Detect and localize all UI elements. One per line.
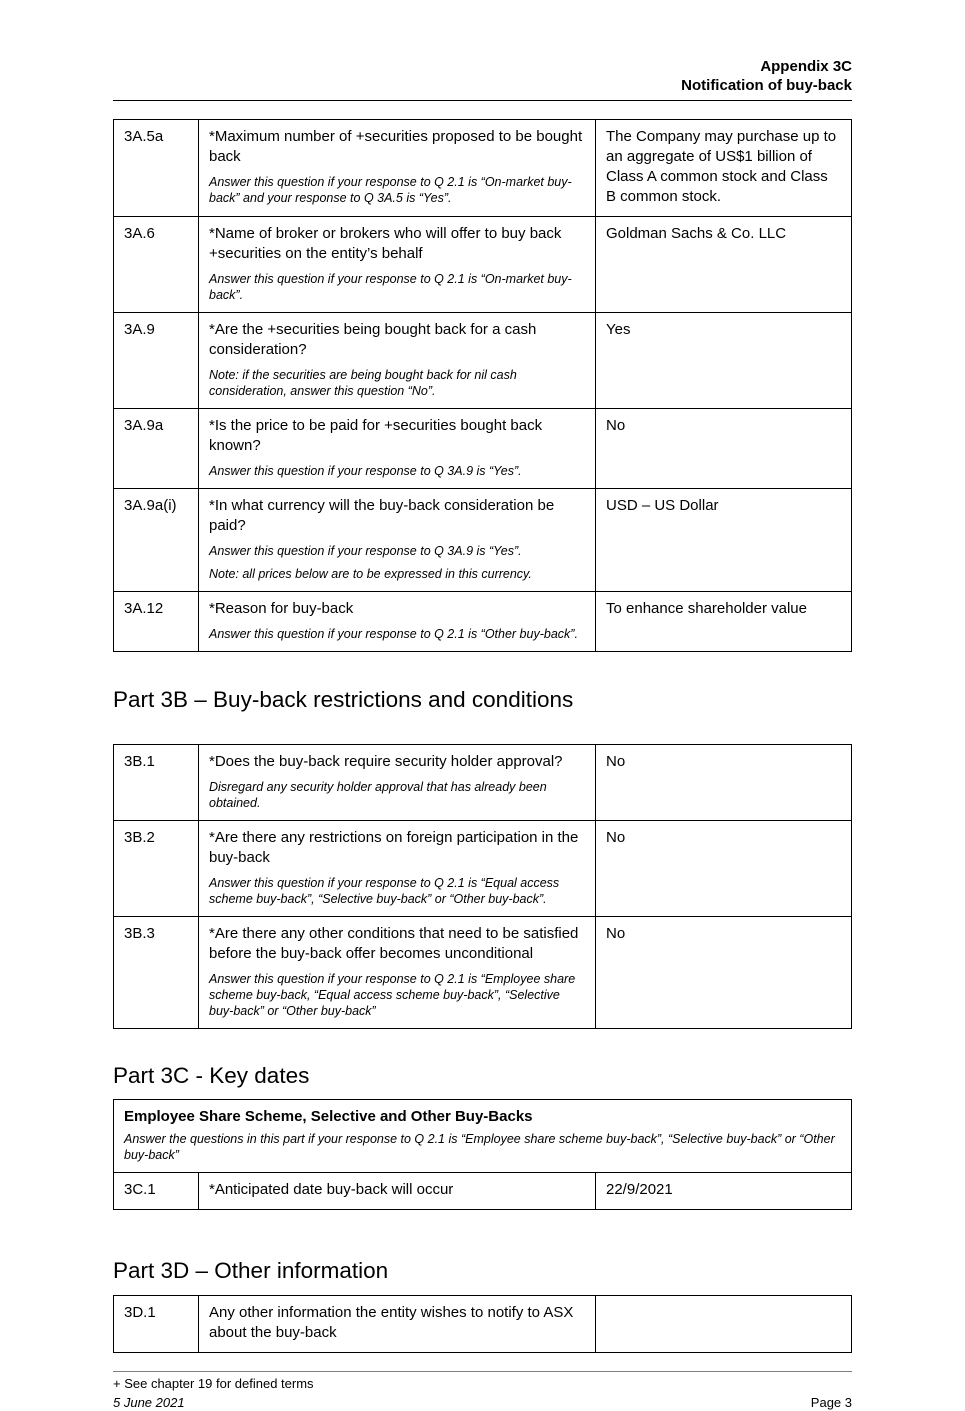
answer-cell — [596, 313, 852, 409]
row-id: 3A.9a(i) — [124, 497, 177, 514]
row-id-cell — [114, 313, 199, 409]
row-id: 3A.9 — [124, 321, 155, 338]
row-id: 3A.12 — [124, 600, 164, 617]
footer-date: 5 June 2021 — [113, 1395, 185, 1410]
question-note: Answer this question if your response to Q 2.1 is “On-market buy-back”. — [209, 272, 572, 302]
table-row — [114, 592, 852, 652]
question-text: *Anticipated date buy-back will occur — [209, 1181, 454, 1198]
part3d-table — [113, 1295, 852, 1353]
question-cell — [199, 745, 596, 821]
section-heading-part3d: Part 3D – Other information — [113, 1258, 389, 1283]
header-title-line1: Appendix 3C — [760, 58, 852, 75]
part3c-table — [113, 1099, 852, 1210]
question-text: *Reason for buy-back — [209, 600, 354, 617]
row-id: 3B.3 — [124, 925, 155, 942]
answer-cell — [596, 917, 852, 1029]
row-id-cell — [114, 592, 199, 652]
question-text: Any other information the entity wishes to notify to ASX about the buy-back — [209, 1304, 574, 1341]
question-cell — [199, 1296, 596, 1353]
table-row — [114, 217, 852, 313]
answer-cell — [596, 1296, 852, 1353]
answer-cell — [596, 217, 852, 313]
row-id: 3A.6 — [124, 225, 155, 242]
footer-rule — [113, 1371, 852, 1372]
answer-text: Goldman Sachs & Co. LLC — [606, 225, 787, 242]
question-cell — [199, 409, 596, 489]
answer-cell — [596, 592, 852, 652]
row-id: 3B.1 — [124, 753, 155, 770]
row-id-cell — [114, 1173, 199, 1210]
question-cell — [199, 217, 596, 313]
question-cell — [199, 821, 596, 917]
row-id-cell — [114, 1296, 199, 1353]
question-note: Answer this question if your response to Q 2.1 is “On-market buy-back” and your response to Q 3A.5 is “Yes”. — [209, 175, 572, 205]
row-id-cell — [114, 821, 199, 917]
question-cell — [199, 592, 596, 652]
table-row — [114, 409, 852, 489]
scheme-header-note: Answer the questions in this part if your response to Q 2.1 is “Employee share scheme buy-back”, “Selective buy-back” or “Other buy-back” — [124, 1132, 835, 1162]
answer-text: No — [606, 417, 626, 434]
question-text: *Name of broker or brokers who will offer to buy back +securities on the entity’s behalf — [209, 225, 562, 262]
question-text: *Are the +securities being bought back for a cash consideration? — [209, 321, 537, 358]
row-id: 3B.2 — [124, 829, 155, 846]
question-text: *Are there any restrictions on foreign participation in the buy-back — [209, 829, 579, 866]
table-row — [114, 1173, 852, 1210]
question-cell — [199, 1173, 596, 1210]
section-heading-part3b: Part 3B – Buy-back restrictions and conditions — [113, 687, 574, 712]
question-cell — [199, 489, 596, 592]
table-row — [114, 313, 852, 409]
row-id: 3D.1 — [124, 1304, 156, 1321]
row-id-cell — [114, 917, 199, 1029]
table-row — [114, 489, 852, 592]
question-cell — [199, 313, 596, 409]
part3a-table — [113, 119, 852, 652]
row-id-cell — [114, 217, 199, 313]
row-id: 3A.9a — [124, 417, 164, 434]
table-header-row — [114, 1100, 852, 1173]
answer-cell — [596, 745, 852, 821]
answer-text: 22/9/2021 — [606, 1181, 673, 1198]
question-note: Note: all prices below are to be expressed in this currency. — [209, 567, 532, 581]
answer-text: No — [606, 925, 626, 942]
answer-text: Yes — [606, 321, 631, 338]
scheme-header-cell — [114, 1100, 852, 1173]
table-row — [114, 917, 852, 1029]
question-text: *Is the price to be paid for +securities bought back known? — [209, 417, 543, 454]
question-note: Note: if the securities are being bought back for nil cash consideration, answer this question “No”. — [209, 368, 517, 398]
answer-text: The Company may purchase up to an aggregate of US$1 billion of Class A common stock and Class B common stock. — [606, 128, 837, 205]
section-heading-part3c: Part 3C - Key dates — [113, 1063, 310, 1088]
question-note: Answer this question if your response to Q 2.1 is “Equal access scheme buy-back”, “Selective buy-back” or “Other buy-back”. — [209, 876, 560, 906]
header-rule — [113, 100, 852, 101]
answer-text: No — [606, 753, 626, 770]
scheme-header-title: Employee Share Scheme, Selective and Other Buy-Backs — [124, 1108, 533, 1125]
table-row — [114, 1296, 852, 1353]
question-note: Answer this question if your response to Q 2.1 is “Other buy-back”. — [209, 627, 578, 641]
row-id: 3A.5a — [124, 128, 164, 145]
question-text: *Are there any other conditions that need to be satisfied before the buy-back offer becomes unconditional — [209, 925, 579, 962]
footer-defined-terms: + See chapter 19 for defined terms — [113, 1376, 314, 1391]
question-cell — [199, 120, 596, 217]
question-text: *Maximum number of +securities proposed to be bought back — [209, 128, 583, 165]
answer-cell — [596, 821, 852, 917]
header-title-line2: Notification of buy-back — [681, 77, 852, 94]
table-row — [114, 821, 852, 917]
row-id: 3C.1 — [124, 1181, 156, 1198]
answer-text: USD – US Dollar — [606, 497, 719, 514]
footer-line — [113, 1394, 852, 1411]
footer-page-number: Page 3 — [810, 1395, 852, 1410]
answer-cell — [596, 120, 852, 217]
question-text: *In what currency will the buy-back consideration be paid? — [209, 497, 555, 534]
row-id-cell — [114, 745, 199, 821]
answer-text: No — [606, 829, 626, 846]
answer-cell — [596, 409, 852, 489]
part3b-table — [113, 744, 852, 1029]
page-header — [113, 57, 852, 95]
question-note: Disregard any security holder approval that has already been obtained. — [209, 780, 547, 810]
question-note: Answer this question if your response to Q 3A.9 is “Yes”. — [209, 464, 522, 478]
answer-cell — [596, 1173, 852, 1210]
table-row — [114, 120, 852, 217]
row-id-cell — [114, 489, 199, 592]
answer-text: To enhance shareholder value — [606, 600, 807, 617]
table-row — [114, 745, 852, 821]
question-note: Answer this question if your response to Q 3A.9 is “Yes”. — [209, 544, 522, 558]
question-cell — [199, 917, 596, 1029]
row-id-cell — [114, 120, 199, 217]
row-id-cell — [114, 409, 199, 489]
question-text: *Does the buy-back require security holder approval? — [209, 753, 563, 770]
answer-cell — [596, 489, 852, 592]
question-note: Answer this question if your response to Q 2.1 is “Employee share scheme buy-back, “Equal access scheme buy-back”, “Selective buy-back” or “Other buy-back” — [209, 972, 576, 1018]
